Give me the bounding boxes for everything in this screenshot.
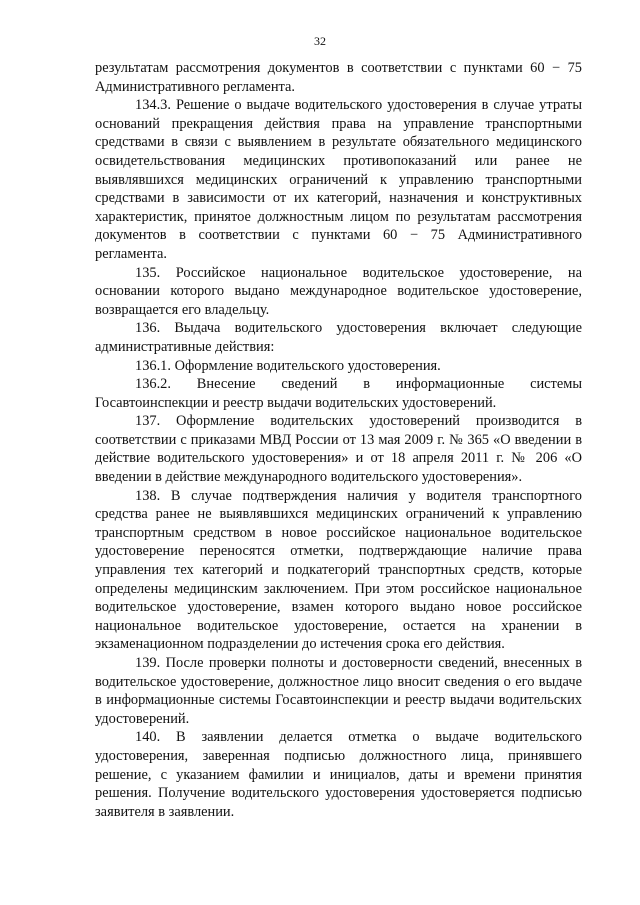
- paragraph-139: 139. После проверки полноты и достоверности сведений, внесенных в водительское удостоверение, должностное лицо вносит сведения о его выдаче в информационные системы Госавтоинспекции и реестр выдачи водительских удостоверений.: [95, 655, 582, 727]
- paragraph-138: 138. В случае подтверждения наличия у водителя транспортного средства ранее не выявлявшихся медицинских ограничений к управлению транспортным средством в новое российское национальное водительское удостоверение переносятся отметки, подтверждающие наличие права управления тех категорий и подкатегорий транспортных средств, которые определены медицинским заключением. При этом российское национальное водительское удостоверение, взамен которого выдано новое российское национальное водительское удостоверение, остается на хранении в экзаменационном подразделении до истечения срока его действия.: [95, 487, 582, 653]
- paragraph-134-3: 134.3. Решение о выдаче водительского удостоверения в случае утраты оснований прекращения действия права на управление транспортными средствами в связи с выявлением в результате обязательного медицинского освидетельствования медицинских противопоказаний или ранее не выявлявшихся медицинских ограничений к управлению транспортными средствами в зависимости от их категорий, назначения и конструктивных характеристик, принятое должностным лицом по результатам рассмотрения документов в соответствии с пунктами 60 − 75 Административного регламента.: [95, 97, 582, 262]
- page-number: 32: [314, 34, 326, 48]
- document-body: [95, 59, 582, 821]
- paragraph-137: 137. Оформление водительских удостоверений производится в соответствии с приказами МВД России от 13 мая 2009 г. № 365 «О введении в действие водительского удостоверения» и от 18 апреля 2011 г. № 206 «О введении в действие международного водительского удостоверения».: [95, 413, 582, 486]
- paragraph-135: 135. Российское национальное водительское удостоверение, на основании которого выдано международное водительское удостоверение, возвращается его владельцу.: [95, 264, 582, 318]
- paragraph-136: 136. Выдача водительского удостоверения включает следующие административные действия:: [95, 320, 582, 355]
- paragraph-continuation: результатам рассмотрения документов в соответствии с пунктами 60 − 75 Административного регламента.: [95, 60, 582, 95]
- paragraph-140: 140. В заявлении делается отметка о выдаче водительского удостоверения, заверенная подписью должностного лица, принявшего решение, с указанием фамилии и инициалов, даты и времени принятия решения. Получение водительского удостоверения удостоверяется подписью заявителя в заявлении.: [95, 729, 582, 820]
- paragraph-136-2: 136.2. Внесение сведений в информационные системы Госавтоинспекции и реестр выдачи водительских удостоверений.: [95, 376, 582, 411]
- paragraph-136-1: 136.1. Оформление водительского удостоверения.: [135, 357, 441, 374]
